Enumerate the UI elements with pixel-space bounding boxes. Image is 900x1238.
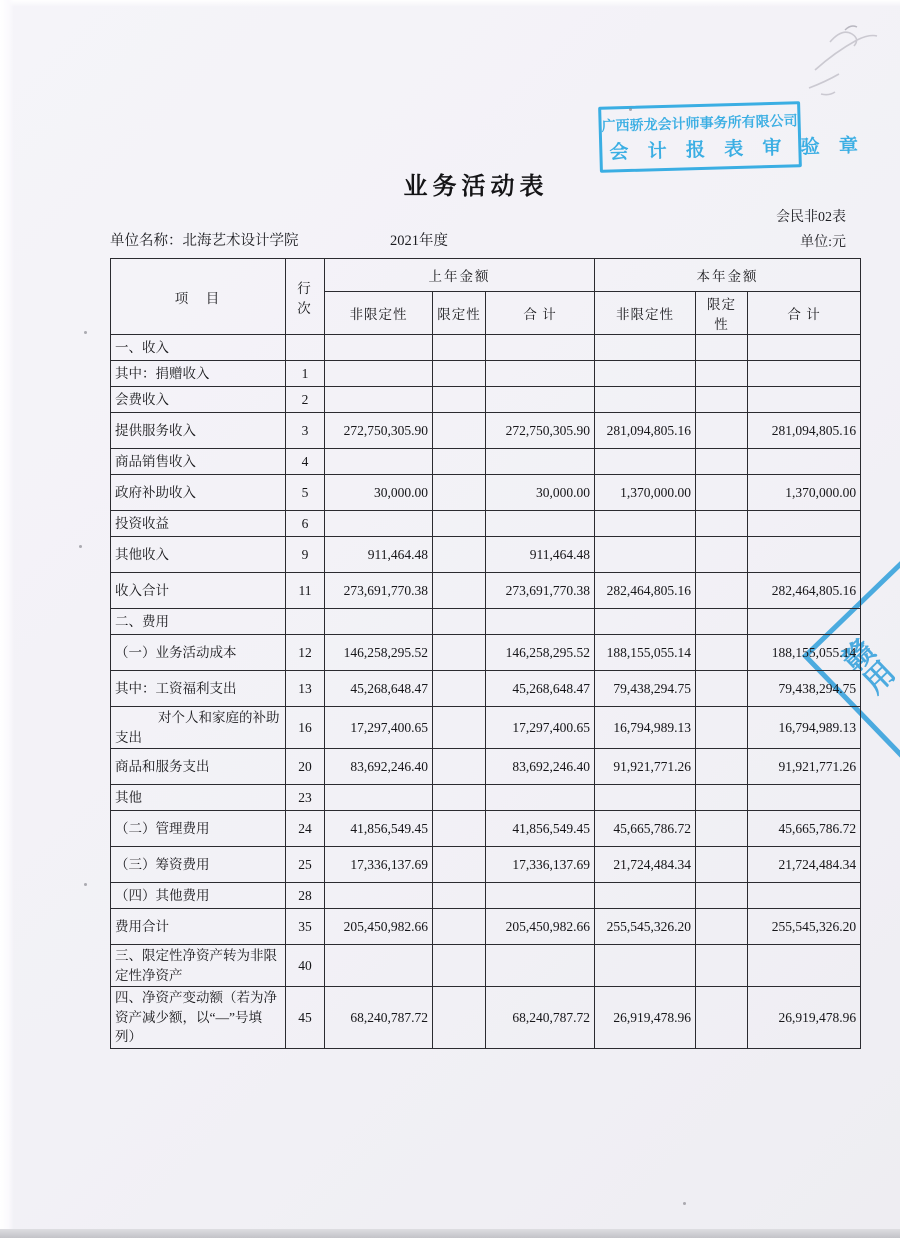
scan-speck	[84, 883, 87, 886]
row-number: 40	[286, 945, 325, 987]
edge-stamp-characters: 赣用	[832, 634, 899, 702]
amount-cell	[696, 537, 748, 573]
amount-cell	[433, 909, 486, 945]
table-row	[111, 811, 861, 847]
row-number: 45	[286, 987, 325, 1049]
amount-cell	[433, 361, 486, 387]
amount-cell	[696, 749, 748, 785]
table-row	[111, 475, 861, 511]
amount-cell	[433, 475, 486, 511]
amount-cell	[433, 537, 486, 573]
amount-cell: 91,921,771.26	[595, 749, 696, 785]
row-number: 4	[286, 449, 325, 475]
row-number: 35	[286, 909, 325, 945]
amount-cell	[325, 945, 433, 987]
amount-cell	[325, 883, 433, 909]
amount-cell	[325, 335, 433, 361]
amount-cell	[595, 609, 696, 635]
amount-cell: 273,691,770.38	[486, 573, 595, 609]
item-label: 其他收入	[111, 537, 286, 573]
amount-cell: 45,665,786.72	[595, 811, 696, 847]
amount-cell	[748, 511, 861, 537]
amount-cell	[696, 635, 748, 671]
amount-cell: 17,297,400.65	[325, 707, 433, 749]
header-curr-year: 本年金额	[595, 259, 861, 292]
amount-cell	[433, 335, 486, 361]
amount-cell: 30,000.00	[325, 475, 433, 511]
amount-cell: 41,856,549.45	[486, 811, 595, 847]
item-label: （四）其他费用	[111, 883, 286, 909]
table-row	[111, 449, 861, 475]
amount-cell: 146,258,295.52	[486, 635, 595, 671]
amount-cell	[595, 449, 696, 475]
row-number: 3	[286, 413, 325, 449]
table-row	[111, 987, 861, 1049]
item-label: 四、净资产变动额（若为净资产减少额，以“—”号填列）	[111, 987, 286, 1049]
page-title: 业务活动表	[403, 173, 549, 200]
amount-cell	[433, 847, 486, 883]
amount-cell: 16,794,989.13	[748, 707, 861, 749]
amount-cell	[748, 883, 861, 909]
item-label: 其中：捐赠收入	[111, 361, 286, 387]
amount-cell	[486, 361, 595, 387]
amount-cell	[433, 811, 486, 847]
amount-cell: 79,438,294.75	[748, 671, 861, 707]
amount-cell	[325, 387, 433, 413]
amount-cell	[595, 511, 696, 537]
amount-cell	[595, 537, 696, 573]
amount-cell	[696, 707, 748, 749]
row-number: 24	[286, 811, 325, 847]
amount-cell: 68,240,787.72	[325, 987, 433, 1049]
row-number: 12	[286, 635, 325, 671]
amount-cell	[748, 449, 861, 475]
table-row	[111, 537, 861, 573]
amount-cell: 281,094,805.16	[595, 413, 696, 449]
amount-cell: 16,794,989.13	[595, 707, 696, 749]
amount-cell	[748, 335, 861, 361]
item-label: 费用合计	[111, 909, 286, 945]
amount-cell	[748, 785, 861, 811]
amount-cell: 146,258,295.52	[325, 635, 433, 671]
table-row	[111, 387, 861, 413]
amount-cell: 282,464,805.16	[748, 573, 861, 609]
amount-cell: 205,450,982.66	[486, 909, 595, 945]
amount-cell	[325, 609, 433, 635]
amount-cell	[696, 671, 748, 707]
table-row	[111, 511, 861, 537]
table-row	[111, 671, 861, 707]
amount-cell	[595, 785, 696, 811]
amount-cell: 21,724,484.34	[595, 847, 696, 883]
amount-cell: 188,155,055.14	[748, 635, 861, 671]
amount-cell	[486, 883, 595, 909]
amount-cell	[696, 847, 748, 883]
table-row	[111, 945, 861, 987]
table-row	[111, 847, 861, 883]
amount-cell: 282,464,805.16	[595, 573, 696, 609]
amount-cell	[595, 335, 696, 361]
amount-cell	[748, 387, 861, 413]
amount-cell	[696, 449, 748, 475]
row-number: 25	[286, 847, 325, 883]
amount-cell	[696, 609, 748, 635]
amount-cell: 26,919,478.96	[595, 987, 696, 1049]
amount-cell: 41,856,549.45	[325, 811, 433, 847]
table-row	[111, 609, 861, 635]
item-label: 投资收益	[111, 511, 286, 537]
table-row	[111, 413, 861, 449]
table-row	[111, 909, 861, 945]
amount-cell	[486, 945, 595, 987]
amount-cell	[433, 987, 486, 1049]
amount-cell	[433, 883, 486, 909]
item-label: 商品和服务支出	[111, 749, 286, 785]
amount-cell	[696, 335, 748, 361]
amount-cell: 17,336,137.69	[486, 847, 595, 883]
row-number	[286, 335, 325, 361]
amount-cell	[696, 573, 748, 609]
amount-cell	[486, 511, 595, 537]
amount-cell: 83,692,246.40	[486, 749, 595, 785]
amount-cell	[696, 511, 748, 537]
item-label: 三、限定性净资产转为非限定性净资产	[111, 945, 286, 987]
scan-speck	[629, 108, 632, 111]
amount-cell	[433, 449, 486, 475]
item-label: 商品销售收入	[111, 449, 286, 475]
row-number: 23	[286, 785, 325, 811]
amount-cell	[433, 387, 486, 413]
item-label: 对个人和家庭的补助支出	[111, 707, 286, 749]
header-curr-total: 合 计	[748, 292, 861, 335]
table-row	[111, 635, 861, 671]
amount-cell	[696, 987, 748, 1049]
fiscal-period: 2021年度	[390, 233, 448, 249]
amount-cell	[325, 511, 433, 537]
table-body	[111, 335, 861, 1049]
amount-cell	[696, 387, 748, 413]
amount-cell	[486, 387, 595, 413]
amount-cell	[696, 413, 748, 449]
row-number: 13	[286, 671, 325, 707]
item-label: 二、费用	[111, 609, 286, 635]
scan-edge-top	[0, 0, 900, 7]
amount-cell: 272,750,305.90	[486, 413, 595, 449]
amount-cell: 272,750,305.90	[325, 413, 433, 449]
amount-cell: 91,921,771.26	[748, 749, 861, 785]
table-row	[111, 785, 861, 811]
amount-cell	[433, 785, 486, 811]
amount-cell	[433, 749, 486, 785]
header-prev-total: 合 计	[486, 292, 595, 335]
amount-cell: 79,438,294.75	[595, 671, 696, 707]
amount-cell	[748, 361, 861, 387]
amount-cell: 45,268,648.47	[486, 671, 595, 707]
item-label: 收入合计	[111, 573, 286, 609]
amount-cell	[325, 785, 433, 811]
amount-cell	[486, 449, 595, 475]
form-code: 会民非02表	[776, 210, 846, 225]
activity-statement-table	[110, 258, 861, 1049]
amount-cell	[696, 883, 748, 909]
row-number: 11	[286, 573, 325, 609]
amount-cell	[325, 361, 433, 387]
row-number: 1	[286, 361, 325, 387]
amount-cell	[696, 945, 748, 987]
amount-cell: 17,336,137.69	[325, 847, 433, 883]
scan-speck	[79, 545, 82, 548]
header-item: 项 目	[111, 259, 286, 335]
amount-cell: 205,450,982.66	[325, 909, 433, 945]
table-row	[111, 361, 861, 387]
item-label: 会费收入	[111, 387, 286, 413]
amount-cell	[696, 785, 748, 811]
table-row	[111, 883, 861, 909]
amount-cell	[433, 945, 486, 987]
item-label: 提供服务收入	[111, 413, 286, 449]
amount-cell	[433, 635, 486, 671]
amount-cell	[595, 387, 696, 413]
scan-speck	[84, 331, 87, 334]
header-prev-year: 上年金额	[325, 259, 595, 292]
amount-cell: 21,724,484.34	[748, 847, 861, 883]
item-label: 政府补助收入	[111, 475, 286, 511]
amount-cell: 273,691,770.38	[325, 573, 433, 609]
row-number: 28	[286, 883, 325, 909]
header-row-no: 行次	[286, 259, 325, 335]
row-number: 5	[286, 475, 325, 511]
amount-cell: 45,268,648.47	[325, 671, 433, 707]
amount-cell	[748, 945, 861, 987]
amount-cell	[433, 413, 486, 449]
row-number: 6	[286, 511, 325, 537]
amount-cell: 30,000.00	[486, 475, 595, 511]
amount-cell	[595, 945, 696, 987]
amount-cell	[325, 449, 433, 475]
unit-name: 单位名称：北海艺术设计学院	[110, 233, 299, 249]
item-label: 一、收入	[111, 335, 286, 361]
amount-cell: 255,545,326.20	[748, 909, 861, 945]
amount-cell: 255,545,326.20	[595, 909, 696, 945]
amount-cell	[486, 609, 595, 635]
item-label: 其他	[111, 785, 286, 811]
scan-speck	[683, 1202, 686, 1205]
amount-cell	[486, 335, 595, 361]
amount-cell	[748, 609, 861, 635]
row-number: 2	[286, 387, 325, 413]
table-row	[111, 335, 861, 361]
header-curr-unrestricted: 非限定性	[595, 292, 696, 335]
item-label: （三）筹资费用	[111, 847, 286, 883]
row-number	[286, 609, 325, 635]
audit-stamp-seal-text: 会 计 报 表 审 验 章	[609, 134, 866, 164]
header-curr-restricted: 限定性	[696, 292, 748, 335]
amount-cell: 911,464.48	[325, 537, 433, 573]
amount-cell	[433, 573, 486, 609]
table-row	[111, 749, 861, 785]
amount-cell: 45,665,786.72	[748, 811, 861, 847]
amount-cell	[486, 785, 595, 811]
amount-cell	[696, 811, 748, 847]
amount-cell: 17,297,400.65	[486, 707, 595, 749]
amount-cell	[433, 671, 486, 707]
header-prev-unrestricted: 非限定性	[325, 292, 433, 335]
row-number: 16	[286, 707, 325, 749]
scan-edge-bottom	[0, 1229, 900, 1238]
amount-cell	[433, 511, 486, 537]
amount-cell: 26,919,478.96	[748, 987, 861, 1049]
amount-cell	[595, 883, 696, 909]
amount-cell	[433, 609, 486, 635]
header-prev-restricted: 限定性	[433, 292, 486, 335]
amount-cell	[696, 475, 748, 511]
item-label: （二）管理费用	[111, 811, 286, 847]
audit-stamp-company: 广西骄龙会计师事务所有限公司	[601, 111, 798, 134]
row-number: 9	[286, 537, 325, 573]
table-row	[111, 707, 861, 749]
amount-cell: 1,370,000.00	[595, 475, 696, 511]
unit-of-measure: 单位:元	[800, 235, 846, 250]
table-row	[111, 573, 861, 609]
audit-stamp	[598, 101, 866, 173]
item-label: 其中：工资福利支出	[111, 671, 286, 707]
amount-cell: 188,155,055.14	[595, 635, 696, 671]
info-row	[110, 229, 846, 249]
amount-cell	[748, 537, 861, 573]
amount-cell: 68,240,787.72	[486, 987, 595, 1049]
amount-cell	[696, 909, 748, 945]
amount-cell	[433, 707, 486, 749]
amount-cell	[696, 361, 748, 387]
item-label: （一）业务活动成本	[111, 635, 286, 671]
amount-cell: 83,692,246.40	[325, 749, 433, 785]
amount-cell: 1,370,000.00	[748, 475, 861, 511]
amount-cell	[595, 361, 696, 387]
amount-cell: 281,094,805.16	[748, 413, 861, 449]
amount-cell: 911,464.48	[486, 537, 595, 573]
row-number: 20	[286, 749, 325, 785]
